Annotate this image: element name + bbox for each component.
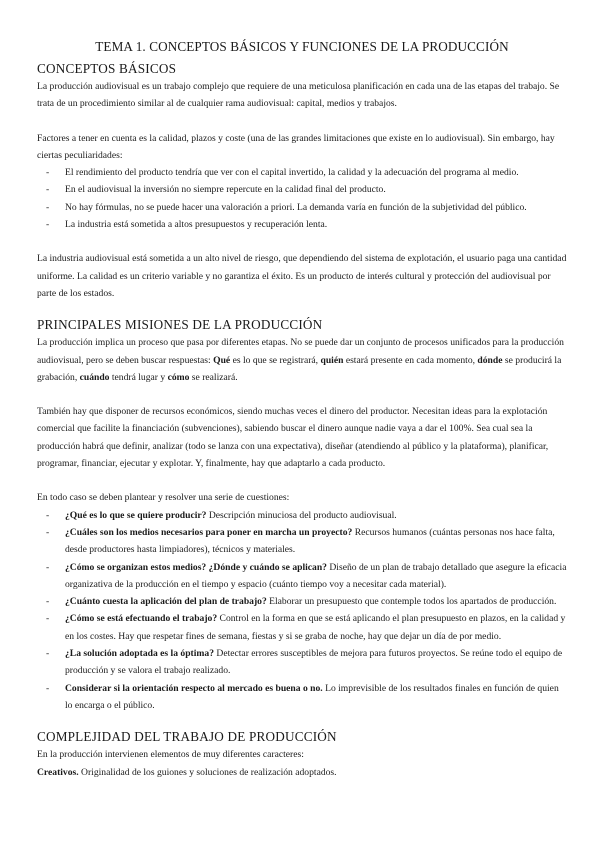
paragraph: Factores a tener en cuenta es la calidad, plazos y coste (una de las grandes limitaciones que existe en lo audiovisual). Sin embargo, hay ciertas peculiaridades: — [37, 132, 555, 161]
section-heading-conceptos: CONCEPTOS BÁSICOS — [37, 61, 177, 76]
list-item: - ¿Cuánto cuesta la aplicación del plan de trabajo? Elaborar un presupuesto que contemple todos los apartados de producción. — [46, 596, 557, 608]
list-item: - ¿Cómo se está efectuando el trabajo? Control en la forma en que se está aplicando el plan presupuesto en plazos, en la calidad y en los costes. Hay que respetar fines de semana, fiestas y si se graba de noche, hay que dejar un día de por medio. — [46, 613, 566, 642]
document-title: TEMA 1. CONCEPTOS BÁSICOS Y FUNCIONES DE LA PRODUCCIÓN — [95, 39, 509, 54]
list-item: - ¿Cuáles son los medios necesarios para poner en marcha un proyecto? Recursos humanos (cuántas personas nos hace falta, desde productores hasta limpiadores), técnicos y materiales. — [46, 526, 555, 556]
paragraph: También hay que disponer de recursos económicos, siendo muchas veces el dinero del productor. Necesitan ideas para la explotación comercial que facilite la financiación (subvenciones), sabiendo buscar el dinero aunque nadie vaya a dar el 100%. Sea cual sea la producción habrá que definir, analizar (todo se lanza con una expectativa), diseñar (atendiendo al público y la plataforma), planificar, programar, financiar, ejecutar y explotar. Y, finalmente, hay que adaptarlo a cada producto. — [37, 406, 549, 470]
paragraph: La industria audiovisual está sometida a un alto nivel de riesgo, que dependiendo del sistema de explotación, el usuario paga una cantidad uniforme. La calidad es un criterio variable y no garantiza el éxito. Es un producto de interés cultural y protección del audiovisual por parte de los estados. — [37, 253, 567, 299]
list-item: - ¿Cómo se organizan estos medios? ¿Dónde y cuándo se aplican? Diseño de un plan de trabajo detallado que asegure la eficacia organizativa de la producción en el tiempo y espacio (cuánto tiempo voy a necesitar cada material). — [46, 561, 567, 590]
paragraph: La producción audiovisual es un trabajo complejo que requiere de una meticulosa planificación en cada una de las etapas del trabajo. Se trata de un procedimiento similar al de cualquier rama audiovisual: capital, medios y trabajos. — [37, 81, 560, 110]
list-item: - Considerar si la orientación respecto al mercado es buena o no. Lo imprevisible de los resultados finales en función de quien lo encarga o el público. — [46, 682, 559, 711]
document-page — [37, 38, 567, 781]
list-item: - No hay fórmulas, no se puede hacer una valoración a priori. La demanda varía en función de la subjetividad del público. — [46, 201, 527, 213]
peculiarities-list — [37, 164, 567, 233]
section-heading-complejidad: COMPLEJIDAD DEL TRABAJO DE PRODUCCIÓN — [37, 729, 337, 745]
paragraph: La producción implica un proceso que pasa por diferentes etapas. No se puede dar un conjunto de procesos unificados para la producción audiovisual, pero se deben buscar respuestas: Qué es lo que se registrará, quién estará presente en cada momento, dónde se producirá la grabación, cuándo tendrá lugar y cómo se realizará. — [37, 337, 564, 383]
paragraph: En la producción intervienen elementos de muy diferentes caracteres: — [37, 749, 304, 761]
section-heading-misiones: PRINCIPALES MISIONES DE LA PRODUCCIÓN — [37, 317, 323, 333]
list-item: - La industria está sometida a altos presupuestos y recuperación lenta. — [46, 219, 328, 231]
questions-list — [37, 507, 567, 715]
paragraph: En todo caso se deben plantear y resolver una serie de cuestiones: — [37, 492, 290, 504]
paragraph: Creativos. Originalidad de los guiones y soluciones de realización adoptados. — [37, 766, 337, 778]
list-item: - ¿Qué es lo que se quiere producir? Descripción minuciosa del producto audiovisual. — [46, 509, 397, 521]
list-item: - ¿La solución adoptada es la óptima? Detectar errores susceptibles de mejora para futuros proyectos. Se reúne todo el equipo de producción y se valora el trabajo realizado. — [46, 648, 563, 677]
list-item: - En el audiovisual la inversión no siempre repercute en la calidad final del producto. — [46, 184, 386, 196]
list-item: - El rendimiento del producto tendría que ver con el capital invertido, la calidad y la adecuación del programa al medio. — [46, 167, 519, 179]
